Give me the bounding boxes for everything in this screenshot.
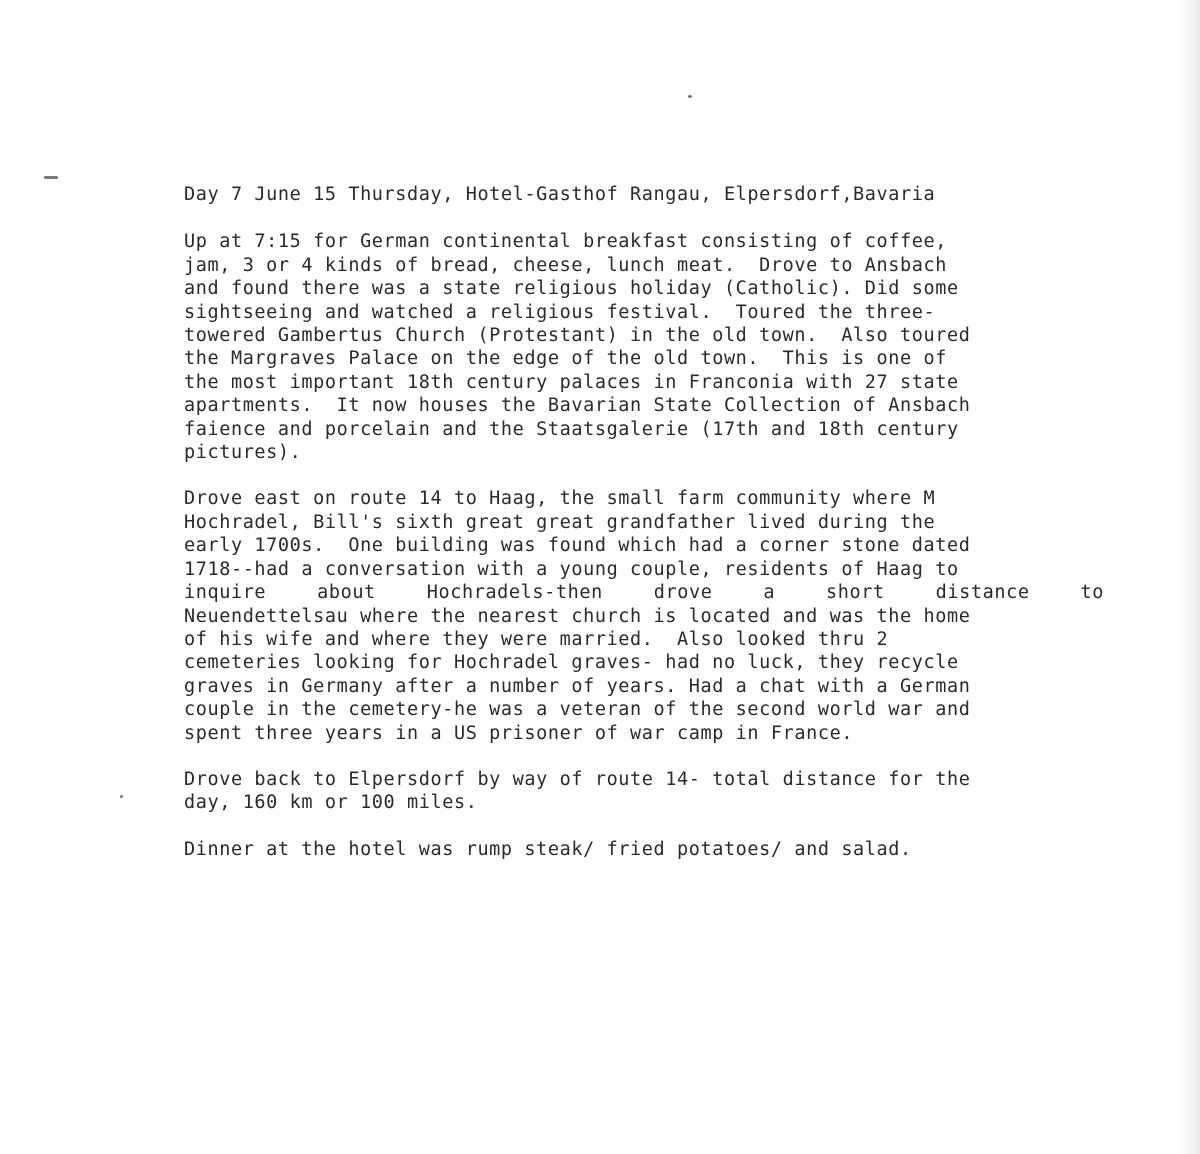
entry-heading: Day 7 June 15 Thursday, Hotel-Gasthof Rangau, Elpersdorf,Bavaria xyxy=(184,184,936,205)
text-line: pictures). xyxy=(184,442,302,464)
text-line: Up at 7:15 for German continental breakfast consisting of coffee, xyxy=(184,231,947,253)
text-line: jam, 3 or 4 kinds of bread, cheese, lunch meat. Drove to Ansbach xyxy=(184,254,947,276)
paragraph-return xyxy=(184,768,1104,815)
text-line: Drove east on route 14 to Haag, the small farm community where M xyxy=(184,488,936,510)
text-line: apartments. It now houses the Bavarian State Collection of Ansbach xyxy=(184,395,971,417)
text-line: Hochradel, Bill's sixth great great grandfather lived during the xyxy=(184,511,936,533)
scan-speck xyxy=(120,795,123,798)
scan-speck xyxy=(44,176,58,179)
text-line: of his wife and where they were married. Also looked thru 2 xyxy=(184,628,889,650)
page-shadow-edge xyxy=(1178,0,1200,1154)
text-line: Neuendettelsau where the nearest church is located and was the home xyxy=(184,605,971,627)
text-line: 1718--had a conversation with a young couple, residents of Haag to xyxy=(184,558,959,580)
text-line: and found there was a state religious holiday (Catholic). Did some xyxy=(184,278,959,300)
text-line: the Margraves Palace on the edge of the old town. This is one of xyxy=(184,348,947,370)
text-line: day, 160 km or 100 miles. xyxy=(184,792,478,814)
text-line: Dinner at the hotel was rump steak/ fried potatoes/ and salad. xyxy=(184,838,912,860)
text-line: spent three years in a US prisoner of war camp in France. xyxy=(184,722,854,744)
text-line: Drove back to Elpersdorf by way of route 14- total distance for the xyxy=(184,768,971,790)
text-line: inquire about Hochradels-then drove a short distance to xyxy=(184,582,1104,604)
text-line: graves in Germany after a number of years. Had a chat with a German xyxy=(184,675,971,697)
paragraph-dinner xyxy=(184,838,1104,861)
text-line: couple in the cemetery-he was a veteran of the second world war and xyxy=(184,699,971,721)
text-line: sightseeing and watched a religious festival. Toured the three- xyxy=(184,301,936,323)
typed-letter-body xyxy=(184,183,1104,884)
paragraph-ansbach xyxy=(184,230,1104,464)
text-line: the most important 18th century palaces in Franconia with 27 state xyxy=(184,371,959,393)
scan-speck xyxy=(688,95,692,98)
text-line: early 1700s. One building was found which had a corner stone dated xyxy=(184,535,971,557)
text-line: towered Gambertus Church (Protestant) in the old town. Also toured xyxy=(184,325,971,347)
text-line: cemeteries looking for Hochradel graves- had no luck, they recycle xyxy=(184,652,959,674)
paragraph-haag xyxy=(184,487,1104,744)
text-line: faience and porcelain and the Staatsgalerie (17th and 18th century xyxy=(184,418,959,440)
